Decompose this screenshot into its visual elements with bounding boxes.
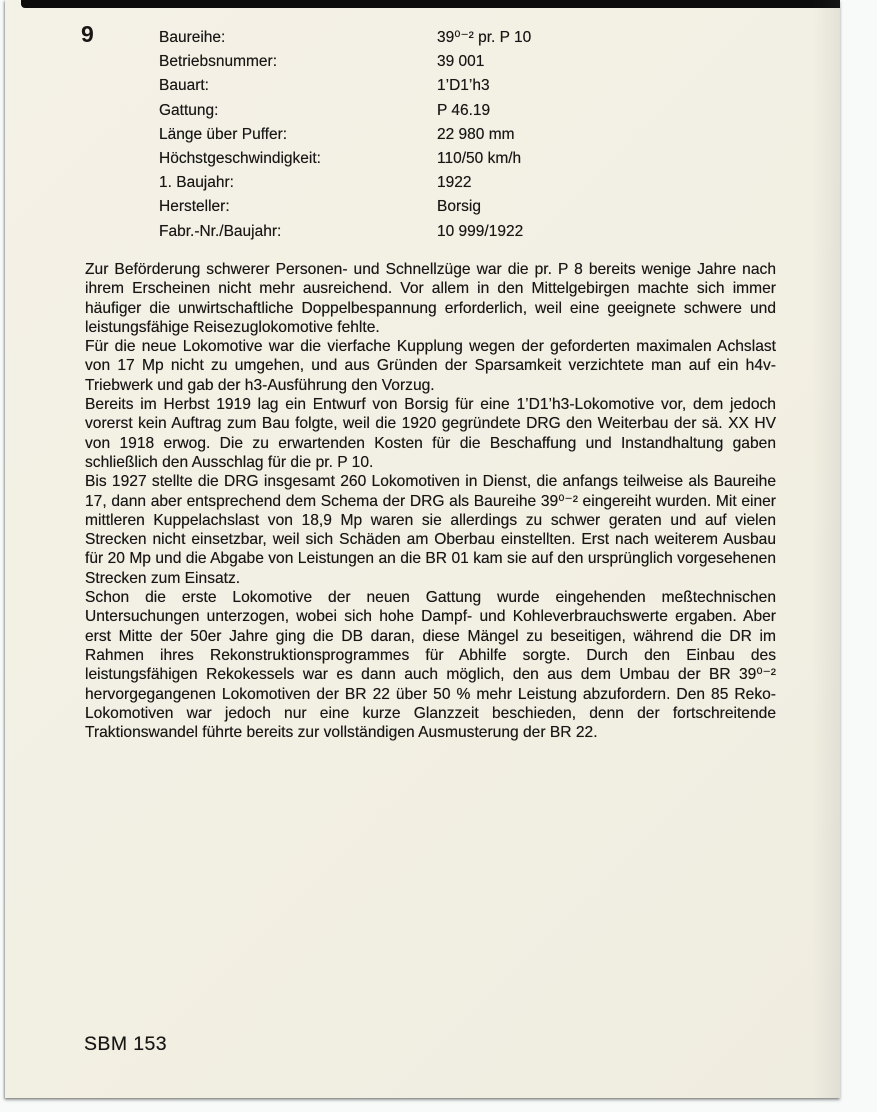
spec-value: 1’D1’h3 bbox=[437, 77, 490, 95]
spec-value: 39⁰⁻² pr. P 10 bbox=[437, 29, 532, 46]
spec-label: Höchstgeschwindigkeit: bbox=[159, 150, 321, 168]
spec-row bbox=[159, 123, 531, 147]
spec-label: Fabr.-Nr./Baujahr: bbox=[159, 222, 282, 240]
spec-label: Länge über Puffer: bbox=[159, 125, 288, 143]
spec-table bbox=[159, 26, 531, 244]
spec-value: 1922 bbox=[437, 174, 472, 192]
spec-value: Borsig bbox=[437, 198, 481, 216]
paragraph: Bereits im Herbst 1919 lag ein Entwurf von Borsig für eine 1’D1’h3-Lokomotive vor, dem jedoch vorerst kein Auftrag zum Bau folgte, weil die 1920 gegründete DRG den Weiterbau der sä. XX HV von 1918 erwog. Die zu erwartenden Kosten für die Beschaffung und Instandhaltung gaben schließlich den Ausschlag für die pr. P 10. bbox=[85, 396, 776, 471]
catalog-code: SBM 153 bbox=[84, 1033, 168, 1055]
spec-row bbox=[159, 26, 531, 50]
paragraph: Bis 1927 stellte die DRG insgesamt 260 Lokomotiven in Dienst, die anfangs teilweise als Baureihe 17, dann aber entsprechend dem Schema der DRG als Baureihe 39⁰⁻² eingereiht wurden. Mit einer mittleren Kuppelachslast von 18,9 Mp waren sie allerdings zu schwer geraten und auf vielen Strecken nicht einsetzbar, weil sich Schäden am Oberbau einstellten. Erst nach weiterem Ausbau für 20 Mp und die Abgabe von Leistungen an die BR 01 kam sie auf den ursprünglich vorgesehenen Strecken zum Einsatz. bbox=[85, 473, 776, 587]
spec-value: 110/50 km/h bbox=[437, 150, 522, 168]
paragraph: Für die neue Lokomotive war die vierfache Kupplung wegen der geforderten maximalen Achslast von 17 Mp nicht zu umgehen, und aus Gründen der Sparsamkeit verzichtete man auf ein h4v-Triebwerk und gab der h3-Ausführung den Vorzug. bbox=[85, 338, 776, 394]
spec-row bbox=[159, 147, 531, 171]
spec-value: 39 001 bbox=[437, 53, 485, 71]
paragraph: Schon die erste Lokomotive der neuen Gattung wurde eingehenden meßtechnischen Untersuchungen unterzogen, wobei sich hohe Dampf- und Kohleverbrauchswerte ergaben. Aber erst Mitte der 50er Jahre ging die DB daran, diese Mängel zu beseitigen, während die DR im Rahmen ihres Rekonstruktionsprogrammes für Abhilfe sorgte. Durch den Einbau des leistungsfähigen Rekokessels war es dann auch möglich, den aus dem Umbau der BR 39⁰⁻² hervorgegangenen Lokomotiven der BR 22 über 50 % mehr Leistung abzufordern. Den 85 Reko-Lokomotiven war jedoch nur eine kurze Glanzzeit beschieden, denn der fortschreitende Traktionswandel führte bereits zur vollständigen Ausmusterung der BR 22. bbox=[85, 589, 776, 742]
spec-row bbox=[159, 195, 531, 219]
spec-row bbox=[159, 220, 531, 244]
document-card bbox=[5, 0, 840, 1098]
spec-value: P 46.19 bbox=[437, 101, 491, 119]
spec-row bbox=[159, 74, 531, 98]
spec-row bbox=[159, 50, 531, 74]
spec-label: Bauart: bbox=[159, 77, 209, 95]
scan-edge-strip bbox=[21, 0, 840, 8]
spec-label: Baureihe: bbox=[159, 29, 226, 46]
paragraph: Zur Beförderung schwerer Personen- und Schnellzüge war die pr. P 8 bereits wenige Jahre nach ihrem Erscheinen nicht mehr ausreichend. Vor allem in den Mittelgebirgen machte sich immer häufiger die unwirtschaftliche Doppelbespannung erforderlich, weil eine geeignete schwere und leistungsfähige Reisezuglokomotive fehlte. bbox=[85, 261, 776, 336]
spec-value: 22 980 mm bbox=[437, 125, 515, 143]
spec-label: Betriebsnummer: bbox=[159, 53, 278, 71]
body-text bbox=[85, 260, 776, 742]
spec-value: 10 999/1922 bbox=[437, 222, 524, 240]
spec-row bbox=[159, 99, 531, 123]
spec-label: Gattung: bbox=[159, 101, 219, 119]
spec-label: 1. Baujahr: bbox=[159, 174, 234, 192]
spec-row bbox=[159, 171, 531, 195]
page-number: 9 bbox=[81, 21, 95, 47]
spec-label: Hersteller: bbox=[159, 198, 230, 216]
